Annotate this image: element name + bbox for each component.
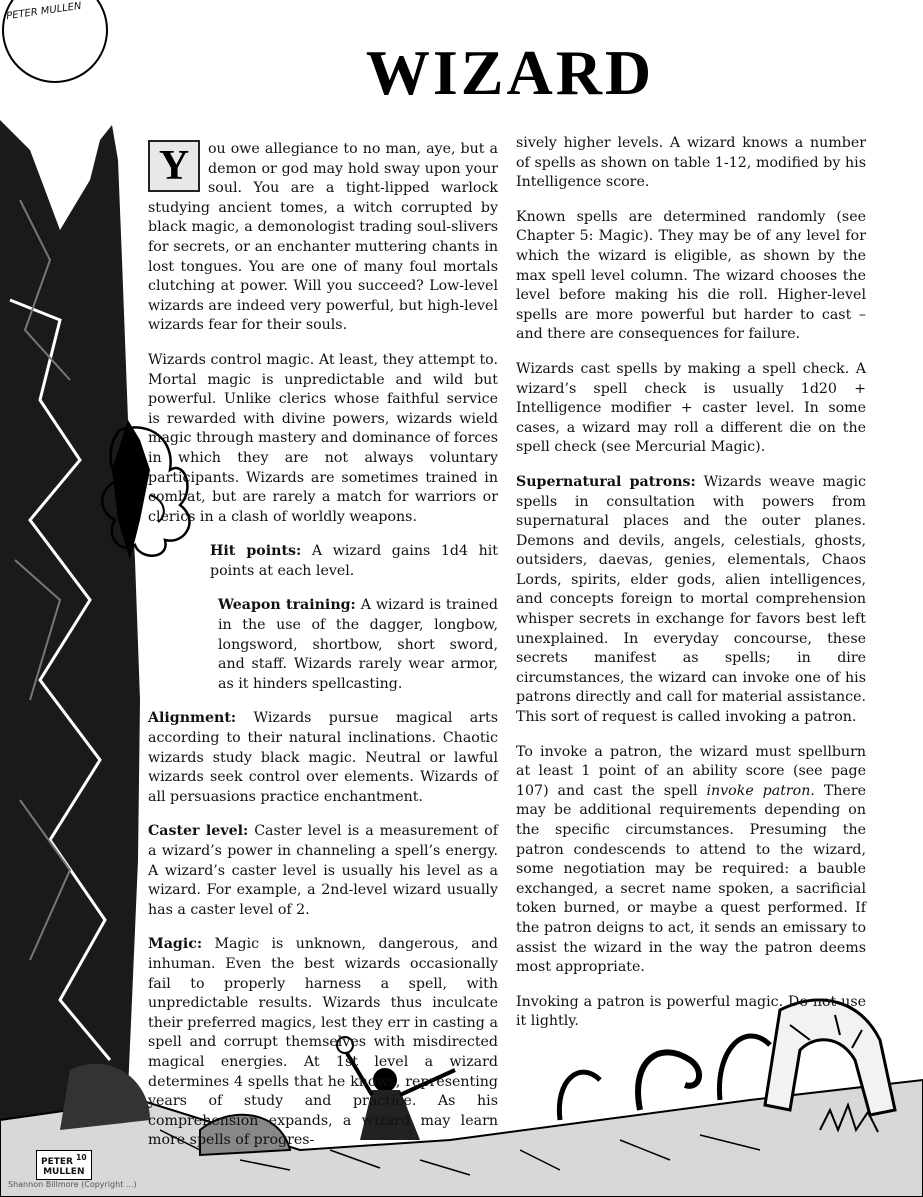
invoking-warning-paragraph: Invoking a patron is powerful magic. Do not use it lightly. [516, 993, 866, 1030]
invoke-patron-italic: invoke patron [706, 782, 811, 799]
spells-known-paragraph: sively higher levels. A wizard knows a number of spells as shown on table 1-12, modified by his Intelligence score. [516, 135, 866, 191]
intro-paragraph [148, 140, 498, 336]
weapon-training-label: Weapon training: [218, 597, 356, 614]
hit-points-label: Hit points: [210, 543, 302, 560]
top-signature: PETER MULLEN [5, 0, 83, 23]
artist-signature: PETER $^{10}$ MULLEN [36, 1150, 92, 1180]
caster-level-paragraph: Caster level: Caster level is a measurement of a wizard’s power in channeling a spell’s energy. A wizard’s caster level is usually his level as a wizard. For example, a 2nd-level wizard usually has a caster level of 2. [148, 823, 499, 918]
copyright-credit: Shannon Billmore (Copyright ...) [8, 1180, 137, 1189]
rock-left [60, 1064, 150, 1130]
known-spells-paragraph: Known spells are determined randomly (see Chapter 5: Magic). They may be of any level for which the wizard is eligible, as shown by the max spell level column. The wizard chooses the level before making his die roll. Higher-level spells are more powerful but harder to cast – and there are consequences for failure. [516, 208, 866, 343]
alignment-label: Alignment: [148, 710, 237, 727]
hit-points-paragraph: Hit points: A wizard gains 1d4 hit points at each level. [210, 543, 498, 579]
page-title: WIZARD [365, 37, 655, 108]
spell-check-paragraph: Wizards cast spells by making a spell check. A wizard’s spell check is usually 1d20 + Intelligence modifier + caster level. In some cases, a wizard may roll a different die on the spell check (see Mercurial Magic). [516, 360, 866, 456]
alignment-paragraph: Alignment: Wizards pursue magical arts according to their natural inclinations. Chaotic wizards study black magic. Neutral or lawful wizards seek control over elements. Wizards of all persuasions practice enchantment. [148, 710, 498, 805]
magic-control-paragraph: Wizards control magic. At least, they attempt to. Mortal magic is unpredictable and wild but powerful. Unlike clerics whose faithful service is rewarded with divine powers, wizards wield magic through mastery and dominance of forces in which they are not always voluntary participants. Wizards are sometimes trained in combat, but are rarely a match for warriors or clerics in a clash of worldly weapons. [148, 351, 498, 525]
tentacle-3 [559, 1072, 600, 1120]
magic-paragraph: Magic: Magic is unknown, dangerous, and inhuman. Even the best wizards occasionally fail to properly harness a spell, with unpredictable results. Wizards thus inculcate their preferred magics, lest they err in casting a spell and corrupt themselves with misdirected magical energies. At 1st level a wizard determines 4 spells that he knows, representing years of study and practice. As his comprehension expands, a wizard may learn more spells of progres- [148, 936, 498, 1149]
magic-label: Magic: [148, 936, 203, 953]
column-right [516, 134, 866, 1047]
weapon-training-paragraph: Weapon training: A wizard is trained in the use of the dagger, longbow, longsword, shortbow, short sword, and staff. Wizards rarely wear armor, as it hinders spellcasting. [218, 597, 499, 692]
invoke-patron-paragraph: To invoke a patron, the wizard must spellburn at least 1 point of an ability score (see page 107) and cast the spell invoke patron. There may be additional requirements depending on the specific circumstances. Presuming the patron condescends to attend to the wizard, some negotiation may be required: a bauble exchanged, a secret name spoken, a sacrificial token burned, or maybe a quest performed. If the patron deigns to act, it sends an emissary to assist the wizard in the way the patron deems most appropriate. [516, 743, 866, 976]
supernatural-patrons-paragraph: Supernatural patrons: Wizards weave magic spells in consultation with powers from supernatural places and the outer planes. Demons and devils, angels, celestials, ghosts, outsiders, daevas, genies, elementals, Chaos Lords, spirits, elder gods, alien intelligences, and concepts foreign to mortal comprehension whisper secrets in exchange for favors best left unexplained. In everyday concourse, these secrets manifest as spells; in dire circumstances, the wizard can invoke one of his patrons directly and call for material assistance. This sort of request is called invoking a patron. [516, 473, 866, 726]
caster-level-label: Caster level: [148, 823, 249, 840]
tentacle-1 [638, 1052, 699, 1110]
left-cliff [0, 120, 140, 1120]
dropcap: Y [148, 140, 200, 192]
intro-text: ou owe allegiance to no man, aye, but a demon or god may hold sway upon your soul. You are a tight-lipped warlock studying ancient tomes, a witch corrupted by black magic, a demonologist trading soul-slivers for secrets, or an enchanter muttering chants in lost tongues. You are one of many foul mortals clutching at power. Will you succeed? Low-level wizards are indeed very powerful, but high-level wizards fear for their souls. [148, 141, 498, 334]
column-left [148, 140, 498, 1166]
supernatural-patrons-label: Supernatural patrons: [516, 473, 696, 490]
